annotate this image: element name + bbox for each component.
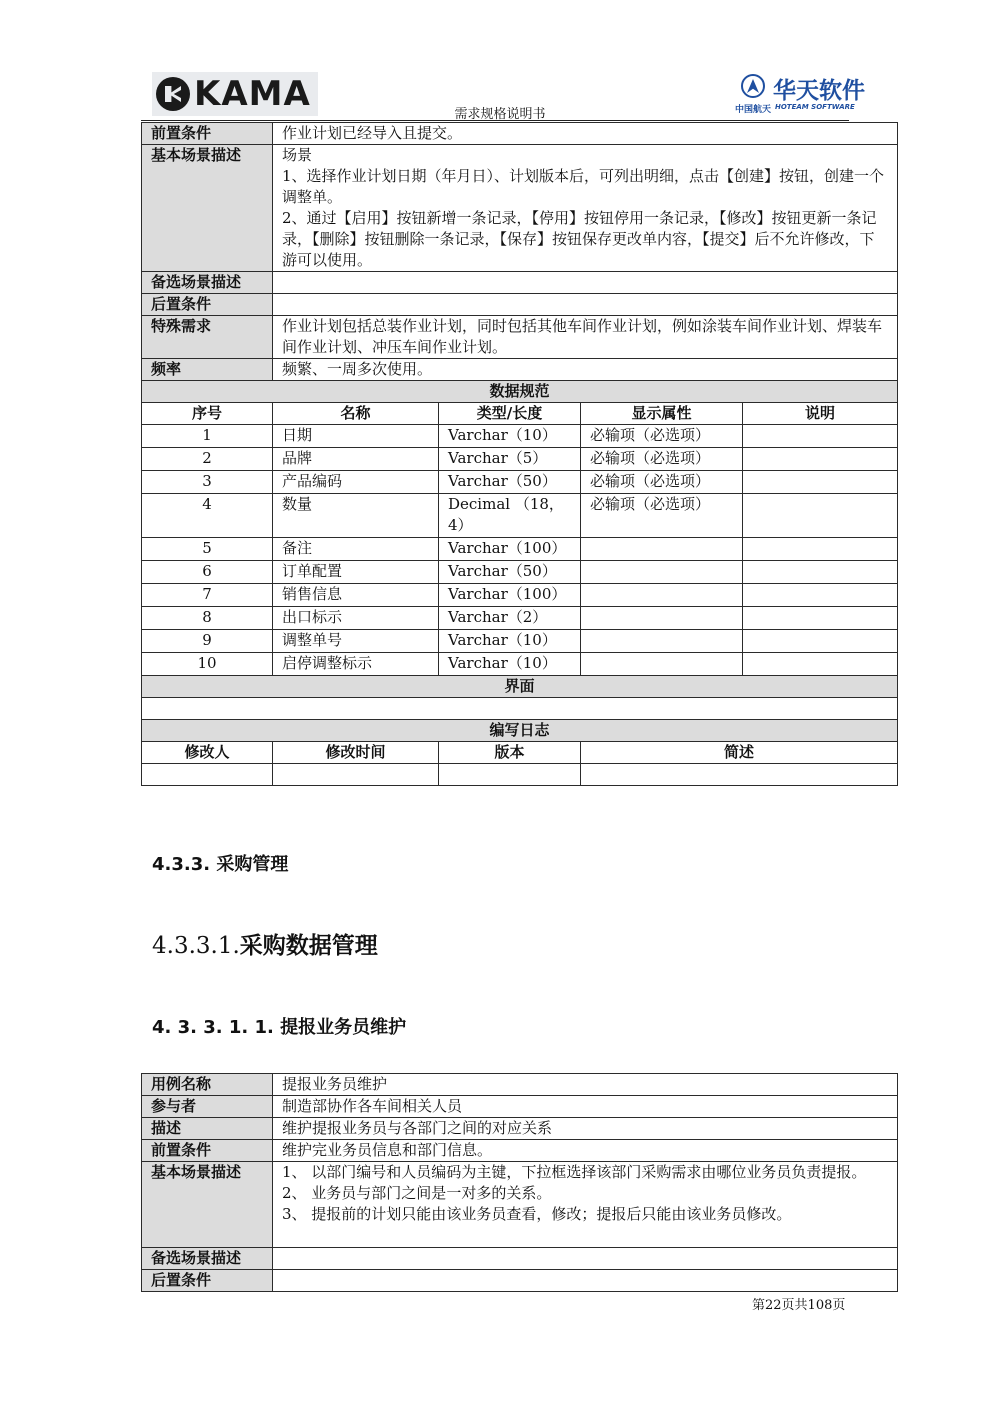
table-row [142,494,898,538]
hoteam-logo-mark-icon [741,74,765,98]
cell-note [743,494,898,538]
log-cell [142,764,273,786]
row-label: 备选场景描述 [142,1248,273,1270]
cell-index: 10 [142,653,273,676]
section-heading-h4 [152,927,378,960]
table-row [142,471,898,494]
cell-index: 9 [142,630,273,653]
cell-index: 6 [142,561,273,584]
row-value: 作业计划已经导入且提交。 [273,123,898,145]
row-value: 制造部协作各车间相关人员 [273,1096,898,1118]
table-row [142,584,898,607]
row-label: 频率 [142,359,273,381]
cell-display: 必输项（必选项） [581,471,743,494]
cell-note [743,448,898,471]
cell-type: Varchar（5） [439,448,581,471]
row-label: 基本场景描述 [142,145,273,272]
cell-type: Varchar（50） [439,471,581,494]
use-case-table-1 [141,122,898,786]
use-case-table-2 [141,1073,898,1292]
heading-number: 4.3.3.1. [152,933,240,959]
table-row [142,1270,898,1292]
hoteam-logo-subtext-en: HOTEAM SOFTWARE [775,103,855,111]
cell-display: 必输项（必选项） [581,494,743,538]
row-label: 前置条件 [142,123,273,145]
cell-note [743,538,898,561]
section-heading-h5: 4. 3. 3. 1. 1. 提报业务员维护 [152,1017,407,1038]
table-row [142,1096,898,1118]
cell-name: 备注 [273,538,439,561]
section-band [142,381,898,403]
log-cell [439,764,581,786]
cell-note [743,607,898,630]
table-row [142,1248,898,1270]
table-row [142,448,898,471]
column-header: 简述 [581,742,898,764]
cell-index: 1 [142,425,273,448]
cell-index: 7 [142,584,273,607]
row-value [273,1162,898,1248]
cell-note [743,630,898,653]
cell-display [581,630,743,653]
column-header: 版本 [439,742,581,764]
table-row [142,561,898,584]
cell-display: 必输项（必选项） [581,425,743,448]
scenario-line: 1、 以部门编号和人员编码为主键，下拉框选择该部门采购需求由哪位业务员负责提报。 [282,1163,867,1181]
log-header-row [142,742,898,764]
ui-section-body [142,698,898,720]
row-label: 特殊需求 [142,316,273,359]
cell-name: 品牌 [273,448,439,471]
column-header: 修改人 [142,742,273,764]
table-row [142,316,898,359]
scenario-line: 场景 [282,146,313,164]
cell-note [743,584,898,607]
scenario-line: 3、 提报前的计划只能由该业务员查看，修改；提报后只能由该业务员修改。 [282,1205,792,1223]
table-row [142,630,898,653]
cell-type: Varchar（10） [439,425,581,448]
cell-note [743,425,898,448]
row-value [273,272,898,294]
cell-note [743,471,898,494]
cell-type: Varchar（100） [439,538,581,561]
cell-display [581,561,743,584]
section-band [142,720,898,742]
cell-index: 8 [142,607,273,630]
row-label: 用例名称 [142,1074,273,1096]
column-header: 名称 [273,403,439,425]
column-header: 类型/长度 [439,403,581,425]
row-value: 维护提报业务员与各部门之间的对应关系 [273,1118,898,1140]
cell-display [581,538,743,561]
cell-name: 日期 [273,425,439,448]
cell-type: Decimal （18，4） [439,494,581,538]
row-label: 后置条件 [142,1270,273,1292]
data-spec-title: 数据规范 [142,381,898,403]
row-value [273,294,898,316]
table-row [142,653,898,676]
cell-name: 销售信息 [273,584,439,607]
document-title: 需求规格说明书 [454,107,546,122]
row-value [273,1248,898,1270]
ui-section-title: 界面 [142,676,898,698]
table-row [142,1162,898,1248]
cell-display: 必输项（必选项） [581,448,743,471]
table-row [142,607,898,630]
table-row [142,272,898,294]
table-row [142,123,898,145]
column-header: 修改时间 [273,742,439,764]
column-header: 显示属性 [581,403,743,425]
row-value: 提报业务员维护 [273,1074,898,1096]
section-heading-h3: 4.3.3. 采购管理 [152,854,289,875]
table-row [142,538,898,561]
log-cell [581,764,898,786]
hoteam-logo-text: 华天软件 [773,78,865,104]
log-cell [273,764,439,786]
cell-type: Varchar（50） [439,561,581,584]
cell-note [743,561,898,584]
cell-name: 启停调整标示 [273,653,439,676]
scenario-line: 2、通过【启用】按钮新增一条记录，【停用】按钮停用一条记录，【修改】按钮更新一条记录，【删除】按钮删除一条记录，【保存】按钮保存更改单内容，【提交】后不允许修改，下游可以使用。 [282,209,877,269]
kama-logo-text: KAMA [194,74,311,114]
cell-name: 产品编码 [273,471,439,494]
column-header: 说明 [743,403,898,425]
column-header: 序号 [142,403,273,425]
page-footer: 第22页共108页 [752,1298,846,1313]
row-label: 描述 [142,1118,273,1140]
cell-type: Varchar（10） [439,653,581,676]
cell-note [743,653,898,676]
cell-index: 5 [142,538,273,561]
row-label: 参与者 [142,1096,273,1118]
table-row [142,1074,898,1096]
row-value: 作业计划包括总装作业计划，同时包括其他车间作业计划，例如涂装车间作业计划、焊装车间作业计划、冲压车间作业计划。 [273,316,898,359]
table-row [142,425,898,448]
row-value: 频繁、一周多次使用。 [273,359,898,381]
row-label: 前置条件 [142,1140,273,1162]
log-section-title: 编写日志 [142,720,898,742]
cell-index: 4 [142,494,273,538]
cell-type: Varchar（100） [439,584,581,607]
cell-type: Varchar（10） [439,630,581,653]
cell-type: Varchar（2） [439,607,581,630]
cell-index: 3 [142,471,273,494]
cell-display [581,653,743,676]
header-divider [141,120,849,121]
table-row [142,359,898,381]
table-row [142,145,898,272]
cell-display [581,584,743,607]
cell-index: 2 [142,448,273,471]
log-empty-row [142,764,898,786]
ui-section-cell [142,698,898,720]
scenario-line: 1、选择作业计划日期（年月日）、计划版本后，可列出明细，点击【创建】按钮，创建一个调整单。 [282,167,885,206]
cell-display [581,607,743,630]
scenario-line: 2、 业务员与部门之间是一对多的关系。 [282,1184,552,1202]
cell-name: 订单配置 [273,561,439,584]
cell-name: 数量 [273,494,439,538]
heading-text: 采购数据管理 [239,933,378,959]
row-label: 基本场景描述 [142,1162,273,1248]
table-row [142,1140,898,1162]
table-row [142,294,898,316]
cell-name: 调整单号 [273,630,439,653]
row-label: 后置条件 [142,294,273,316]
row-value [273,1270,898,1292]
row-value [273,145,898,272]
hoteam-logo-subtext-cn: 中国航天 [735,105,772,115]
cell-name: 出口标示 [273,607,439,630]
row-value: 维护完业务员信息和部门信息。 [273,1140,898,1162]
row-label: 备选场景描述 [142,272,273,294]
data-spec-header-row [142,403,898,425]
table-row [142,1118,898,1140]
section-band [142,676,898,698]
